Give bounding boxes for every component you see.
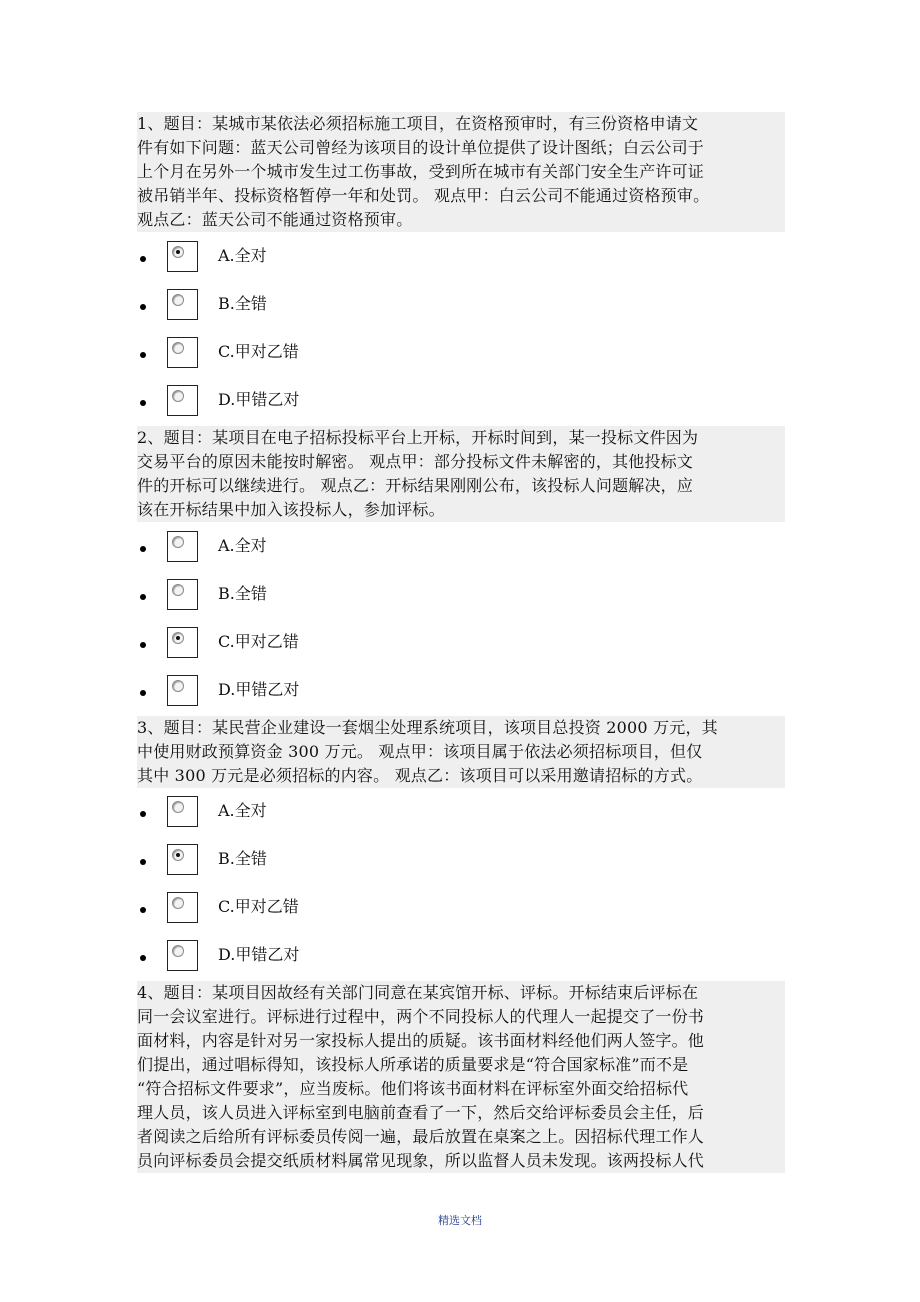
question-line: 3、题目：某民营企业建设一套烟尘处理系统项目，该项目总投资 2000 万元，其 <box>137 718 718 737</box>
option-label: A.全对 <box>218 801 267 820</box>
radio-button-icon[interactable] <box>172 849 184 861</box>
q2-option-d[interactable] <box>140 675 440 707</box>
question-line: 件的开标可以继续进行。 观点乙：开标结果刚刚公布，该投标人问题解决，应 <box>137 476 694 495</box>
option-label: B.全错 <box>218 584 267 603</box>
q1-option-b[interactable] <box>140 289 440 321</box>
question-line: “符合招标文件要求”，应当废标。他们将该书面材料在评标室外面交给招标代 <box>137 1079 689 1098</box>
question-line: 者阅读之后给所有评标委员传阅一遍，最后放置在桌案之上。因招标代理工作人 <box>137 1127 705 1146</box>
question-line: 理人员，该人员进入评标室到电脑前查看了一下，然后交给评标委员会主任，后 <box>137 1103 705 1122</box>
question-line: 1、题目：某城市某依法必须招标施工项目，在资格预审时，有三份资格申请文 <box>137 114 699 133</box>
q1-option-c[interactable] <box>140 337 440 369</box>
radio-frame[interactable] <box>167 531 198 562</box>
question-line: 被吊销半年、投标资格暂停一年和处罚。 观点甲：白云公司不能通过资格预审。 <box>137 186 710 205</box>
question-line: 上个月在另外一个城市发生过工伤事故，受到所在城市有关部门安全生产许可证 <box>137 162 705 181</box>
radio-frame[interactable] <box>167 675 198 706</box>
q3-option-a[interactable] <box>140 796 440 828</box>
question-line: 件有如下问题：蓝天公司曾经为该项目的设计单位提供了设计图纸；白云公司于 <box>137 138 705 157</box>
question-line: 中使用财政预算资金 300 万元。 观点甲：该项目属于依法必须招标项目，但仅 <box>137 742 703 761</box>
option-label: C.甲对乙错 <box>218 897 299 916</box>
q3-option-d[interactable] <box>140 940 440 972</box>
bullet-icon <box>140 955 146 961</box>
radio-frame[interactable] <box>167 627 198 658</box>
radio-frame[interactable] <box>167 940 198 971</box>
question-3-text <box>137 716 785 788</box>
bullet-icon <box>140 304 146 310</box>
radio-frame[interactable] <box>167 844 198 875</box>
question-line: 们提出，通过唱标得知，该投标人所承诺的质量要求是“符合国家标准”而不是 <box>137 1055 689 1074</box>
q2-option-a[interactable] <box>140 531 440 563</box>
option-label: C.甲对乙错 <box>218 632 299 651</box>
question-line: 2、题目：某项目在电子招标投标平台上开标，开标时间到，某一投标文件因为 <box>137 428 699 447</box>
q1-option-d[interactable] <box>140 385 440 417</box>
question-line: 观点乙：蓝天公司不能通过资格预审。 <box>137 210 413 229</box>
radio-button-icon[interactable] <box>172 945 184 957</box>
question-line: 其中 300 万元是必须招标的内容。 观点乙：该项目可以采用邀请招标的方式。 <box>137 766 703 785</box>
page-footer: 精选文档 <box>438 1214 482 1227</box>
bullet-icon <box>140 352 146 358</box>
radio-button-icon[interactable] <box>172 801 184 813</box>
question-line: 4、题目：某项目因故经有关部门同意在某宾馆开标、评标。开标结束后评标在 <box>137 983 699 1002</box>
radio-frame[interactable] <box>167 241 198 272</box>
radio-button-icon[interactable] <box>172 246 184 258</box>
bullet-icon <box>140 907 146 913</box>
bullet-icon <box>140 859 146 865</box>
option-label: C.甲对乙错 <box>218 342 299 361</box>
option-label: B.全错 <box>218 849 267 868</box>
option-label: D.甲错乙对 <box>218 390 300 409</box>
question-1-text <box>137 112 785 232</box>
question-4-text <box>137 981 785 1173</box>
question-line: 该在开标结果中加入该投标人，参加评标。 <box>137 500 445 519</box>
q3-option-b[interactable] <box>140 844 440 876</box>
radio-frame[interactable] <box>167 289 198 320</box>
radio-button-icon[interactable] <box>172 536 184 548</box>
q2-option-b[interactable] <box>140 579 440 611</box>
radio-button-icon[interactable] <box>172 294 184 306</box>
question-line: 员向评标委员会提交纸质材料属常见现象，所以监督人员未发现。该两投标人代 <box>137 1151 705 1170</box>
radio-frame[interactable] <box>167 579 198 610</box>
radio-button-icon[interactable] <box>172 680 184 692</box>
question-2-text <box>137 426 785 522</box>
bullet-icon <box>140 256 146 262</box>
question-line: 同一会议室进行。评标进行过程中，两个不同投标人的代理人一起提交了一份书 <box>137 1007 705 1026</box>
radio-frame[interactable] <box>167 892 198 923</box>
bullet-icon <box>140 642 146 648</box>
q1-option-a[interactable] <box>140 241 440 273</box>
radio-frame[interactable] <box>167 385 198 416</box>
option-label: D.甲错乙对 <box>218 680 300 699</box>
bullet-icon <box>140 546 146 552</box>
bullet-icon <box>140 690 146 696</box>
radio-button-icon[interactable] <box>172 897 184 909</box>
bullet-icon <box>140 811 146 817</box>
radio-button-icon[interactable] <box>172 632 184 644</box>
question-line: 交易平台的原因未能按时解密。 观点甲：部分投标文件未解密的，其他投标文 <box>137 452 694 471</box>
radio-button-icon[interactable] <box>172 584 184 596</box>
radio-button-icon[interactable] <box>172 342 184 354</box>
radio-button-icon[interactable] <box>172 390 184 402</box>
option-label: A.全对 <box>218 536 267 555</box>
question-line: 面材料，内容是针对另一家投标人提出的质疑。该书面材料经他们两人签字。他 <box>137 1031 705 1050</box>
option-label: D.甲错乙对 <box>218 945 300 964</box>
radio-frame[interactable] <box>167 337 198 368</box>
bullet-icon <box>140 400 146 406</box>
option-label: A.全对 <box>218 246 267 265</box>
radio-frame[interactable] <box>167 796 198 827</box>
q2-option-c[interactable] <box>140 627 440 659</box>
option-label: B.全错 <box>218 294 267 313</box>
q3-option-c[interactable] <box>140 892 440 924</box>
bullet-icon <box>140 594 146 600</box>
